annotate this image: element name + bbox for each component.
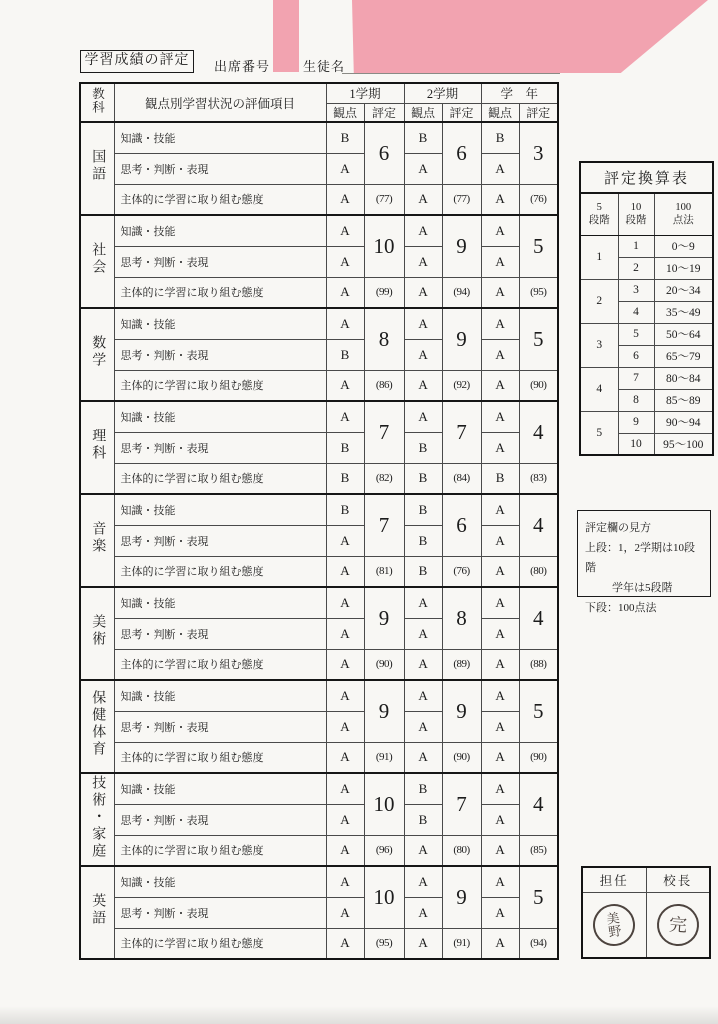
term2-rating-cell: 7 [442, 773, 481, 835]
term1-rating-cell: 10 [364, 773, 404, 835]
term2-mark-cell: A [404, 401, 442, 432]
hundred-range-cell: 35～49 [654, 301, 713, 323]
term1-rating-cell: 9 [364, 587, 404, 649]
criteria-cell: 思考・判断・表現 [114, 897, 326, 928]
criteria-cell: 主体的に学習に取り組む態度 [114, 463, 326, 494]
subject-row-3 [80, 370, 558, 401]
subject-name-cell: 音楽 [80, 494, 114, 587]
criteria-cell: 知識・技能 [114, 866, 326, 897]
legend-line: 上段：1，2学期は10段階 [585, 542, 695, 574]
term1-score-cell: (91) [364, 742, 404, 773]
subject-row-3 [80, 277, 558, 308]
subject-row-2 [80, 711, 558, 742]
ten-scale-cell: 2 [618, 257, 654, 279]
criteria-cell: 主体的に学習に取り組む態度 [114, 928, 326, 959]
principal-label: 校長 [646, 867, 710, 892]
term1-score-cell: (99) [364, 277, 404, 308]
criteria-cell: 知識・技能 [114, 494, 326, 525]
term2-mark-cell: A [404, 618, 442, 649]
term1-mark-cell: A [326, 773, 364, 804]
subject-row-2 [80, 432, 558, 463]
year-mark-cell: A [481, 525, 519, 556]
ten-scale-cell: 5 [618, 323, 654, 345]
criteria-cell: 知識・技能 [114, 401, 326, 432]
term2-mark-cell: B [404, 122, 442, 153]
year-score-cell: (83) [519, 463, 558, 494]
term2-mark-cell: A [404, 339, 442, 370]
criteria-cell: 主体的に学習に取り組む態度 [114, 277, 326, 308]
subject-row-1 [80, 122, 558, 153]
term2-mark-cell: A [404, 680, 442, 711]
term1-rating-cell: 9 [364, 680, 404, 742]
year-mark-cell: A [481, 215, 519, 246]
year-score-cell: (94) [519, 928, 558, 959]
term1-mark-cell: A [326, 556, 364, 587]
conversion-row [580, 323, 713, 345]
term1-mark-cell: A [326, 246, 364, 277]
subject-row-2 [80, 525, 558, 556]
criteria-cell: 知識・技能 [114, 215, 326, 246]
year-mark-cell: A [481, 928, 519, 959]
principal-seal: 完 [655, 902, 700, 947]
year-mark-cell: A [481, 835, 519, 866]
term1-rating-cell: 6 [364, 122, 404, 184]
subject-row-2 [80, 246, 558, 277]
year-mark-cell: B [481, 463, 519, 494]
criteria-cell: 知識・技能 [114, 308, 326, 339]
subject-row-1 [80, 773, 558, 804]
year-score-cell: (85) [519, 835, 558, 866]
term1-score-cell: (86) [364, 370, 404, 401]
term2-mark-cell: A [404, 835, 442, 866]
homeroom-teacher-seal: 美 野 [591, 901, 638, 948]
year-score-cell: (90) [519, 370, 558, 401]
year-score-cell: (95) [519, 277, 558, 308]
criteria-cell: 思考・判断・表現 [114, 711, 326, 742]
year-rating-cell: 4 [519, 494, 558, 556]
term2-rating-cell: 7 [442, 401, 481, 463]
criteria-cell: 思考・判断・表現 [114, 804, 326, 835]
year-mark-cell: A [481, 866, 519, 897]
subject-row-2 [80, 804, 558, 835]
term2-mark-cell: B [404, 773, 442, 804]
term1-mark-cell: B [326, 339, 364, 370]
year-mark-cell: A [481, 432, 519, 463]
term1-mark-cell: A [326, 742, 364, 773]
ten-scale-cell: 7 [618, 367, 654, 389]
year-mark-cell: A [481, 401, 519, 432]
hundred-range-cell: 85～89 [654, 389, 713, 411]
term2-rating-cell: 9 [442, 215, 481, 277]
term2-mark-cell: A [404, 277, 442, 308]
term2-score-cell: (84) [442, 463, 481, 494]
subject-row-3 [80, 928, 558, 959]
term1-header: 1学期 [326, 83, 404, 103]
term2-rating-cell: 9 [442, 308, 481, 370]
conversion-table-body [580, 235, 713, 455]
attendance-number-label: 出席番号 [214, 59, 271, 74]
viewpoint-header: 観点 [481, 103, 519, 122]
ten-scale-cell: 3 [618, 279, 654, 301]
principal-seal-cell [646, 892, 710, 958]
ten-scale-cell: 8 [618, 389, 654, 411]
criteria-column-header: 観点別学習状況の評価項目 [114, 83, 326, 122]
term2-mark-cell: A [404, 742, 442, 773]
subject-column-header: 教科 [80, 83, 114, 122]
year-mark-cell: A [481, 649, 519, 680]
hundred-scale-header: 100 点法 [654, 193, 713, 235]
hundred-range-cell: 50～64 [654, 323, 713, 345]
year-mark-cell: A [481, 680, 519, 711]
subject-row-3 [80, 835, 558, 866]
term2-mark-cell: B [404, 556, 442, 587]
year-rating-cell: 5 [519, 308, 558, 370]
subject-row-1 [80, 494, 558, 525]
term1-mark-cell: A [326, 308, 364, 339]
term1-mark-cell: A [326, 866, 364, 897]
term1-rating-cell: 7 [364, 401, 404, 463]
subject-name-cell: 数学 [80, 308, 114, 401]
term1-mark-cell: A [326, 618, 364, 649]
student-name-redaction [352, 0, 708, 73]
term2-mark-cell: A [404, 649, 442, 680]
criteria-cell: 知識・技能 [114, 587, 326, 618]
term1-mark-cell: A [326, 680, 364, 711]
page-title: 学習成績の評定 [80, 50, 194, 73]
term2-mark-cell: A [404, 866, 442, 897]
criteria-cell: 主体的に学習に取り組む態度 [114, 370, 326, 401]
term2-rating-cell: 6 [442, 122, 481, 184]
year-rating-cell: 5 [519, 680, 558, 742]
subject-name-cell: 国語 [80, 122, 114, 215]
term1-rating-cell: 10 [364, 215, 404, 277]
term2-mark-cell: A [404, 153, 442, 184]
term2-score-cell: (90) [442, 742, 481, 773]
year-mark-cell: B [481, 122, 519, 153]
term1-mark-cell: A [326, 153, 364, 184]
grades-table-header [80, 83, 558, 122]
term1-score-cell: (81) [364, 556, 404, 587]
term1-score-cell: (77) [364, 184, 404, 215]
criteria-cell: 思考・判断・表現 [114, 339, 326, 370]
year-rating-cell: 4 [519, 401, 558, 463]
term2-header: 2学期 [404, 83, 481, 103]
term2-mark-cell: B [404, 494, 442, 525]
term2-mark-cell: A [404, 928, 442, 959]
legend-line: 学年は5段階 [612, 582, 673, 594]
hundred-range-cell: 80～84 [654, 367, 713, 389]
attendance-number-redaction [273, 0, 299, 72]
subject-name-cell: 理科 [80, 401, 114, 494]
term2-score-cell: (94) [442, 277, 481, 308]
term2-mark-cell: B [404, 804, 442, 835]
hundred-range-cell: 0～9 [654, 235, 713, 257]
subject-row-1 [80, 680, 558, 711]
term2-score-cell: (76) [442, 556, 481, 587]
student-name-label: 生徒名 [303, 59, 346, 74]
year-score-cell: (76) [519, 184, 558, 215]
criteria-cell: 主体的に学習に取り組む態度 [114, 556, 326, 587]
term1-score-cell: (96) [364, 835, 404, 866]
criteria-cell: 思考・判断・表現 [114, 246, 326, 277]
subject-row-2 [80, 153, 558, 184]
term1-mark-cell: A [326, 401, 364, 432]
criteria-cell: 思考・判断・表現 [114, 618, 326, 649]
year-rating-cell: 5 [519, 215, 558, 277]
year-header: 学 年 [481, 83, 558, 103]
year-mark-cell: A [481, 153, 519, 184]
subject-row-3 [80, 184, 558, 215]
year-rating-cell: 4 [519, 773, 558, 835]
term1-mark-cell: B [326, 122, 364, 153]
year-mark-cell: A [481, 246, 519, 277]
criteria-cell: 知識・技能 [114, 122, 326, 153]
term1-mark-cell: A [326, 649, 364, 680]
year-mark-cell: A [481, 711, 519, 742]
term1-mark-cell: A [326, 277, 364, 308]
legend-box [577, 510, 711, 614]
year-mark-cell: A [481, 897, 519, 928]
rating-header: 評定 [442, 103, 481, 122]
year-mark-cell: A [481, 618, 519, 649]
term2-rating-cell: 6 [442, 494, 481, 556]
term2-mark-cell: A [404, 587, 442, 618]
conversion-table-title: 評定換算表 [580, 162, 713, 193]
homeroom-teacher-label: 担任 [582, 867, 646, 892]
conversion-row [580, 235, 713, 257]
homeroom-seal-cell [582, 892, 646, 958]
subject-name-cell: 社会 [80, 215, 114, 308]
term1-mark-cell: A [326, 835, 364, 866]
criteria-cell: 主体的に学習に取り組む態度 [114, 742, 326, 773]
year-mark-cell: A [481, 184, 519, 215]
conversion-table [579, 161, 714, 456]
year-mark-cell: A [481, 277, 519, 308]
term1-score-cell: (90) [364, 649, 404, 680]
subject-row-3 [80, 556, 558, 587]
term1-mark-cell: A [326, 897, 364, 928]
five-scale-cell: 1 [580, 235, 618, 279]
criteria-cell: 主体的に学習に取り組む態度 [114, 184, 326, 215]
five-scale-cell: 4 [580, 367, 618, 411]
ten-scale-header: 10 段階 [618, 193, 654, 235]
term1-mark-cell: A [326, 711, 364, 742]
grades-table [79, 82, 559, 960]
year-score-cell: (90) [519, 742, 558, 773]
ten-scale-cell: 9 [618, 411, 654, 433]
stamp-box [581, 866, 711, 959]
year-mark-cell: A [481, 773, 519, 804]
five-scale-cell: 5 [580, 411, 618, 455]
five-scale-cell: 2 [580, 279, 618, 323]
subject-row-1 [80, 401, 558, 432]
ten-scale-cell: 4 [618, 301, 654, 323]
term1-mark-cell: A [326, 804, 364, 835]
hundred-range-cell: 10～19 [654, 257, 713, 279]
year-rating-cell: 3 [519, 122, 558, 184]
hundred-range-cell: 95～100 [654, 433, 713, 455]
hundred-range-cell: 65～79 [654, 345, 713, 367]
term1-rating-cell: 8 [364, 308, 404, 370]
term2-rating-cell: 9 [442, 866, 481, 928]
subject-row-3 [80, 463, 558, 494]
criteria-cell: 知識・技能 [114, 773, 326, 804]
term2-rating-cell: 9 [442, 680, 481, 742]
year-mark-cell: A [481, 370, 519, 401]
subject-name-cell: 英語 [80, 866, 114, 959]
criteria-cell: 思考・判断・表現 [114, 525, 326, 556]
term2-mark-cell: A [404, 897, 442, 928]
subject-row-1 [80, 215, 558, 246]
five-scale-cell: 3 [580, 323, 618, 367]
subject-row-1 [80, 587, 558, 618]
year-rating-cell: 4 [519, 587, 558, 649]
viewpoint-header: 観点 [326, 103, 364, 122]
viewpoint-header: 観点 [404, 103, 442, 122]
term1-score-cell: (82) [364, 463, 404, 494]
ten-scale-cell: 6 [618, 345, 654, 367]
subject-row-2 [80, 897, 558, 928]
criteria-cell: 知識・技能 [114, 680, 326, 711]
term2-mark-cell: A [404, 184, 442, 215]
conversion-row [580, 367, 713, 389]
year-score-cell: (88) [519, 649, 558, 680]
term1-mark-cell: A [326, 370, 364, 401]
criteria-cell: 主体的に学習に取り組む態度 [114, 649, 326, 680]
criteria-cell: 主体的に学習に取り組む態度 [114, 835, 326, 866]
term2-score-cell: (91) [442, 928, 481, 959]
year-mark-cell: A [481, 556, 519, 587]
subject-row-3 [80, 649, 558, 680]
five-scale-header: 5 段階 [580, 193, 618, 235]
scan-edge-shadow [0, 1006, 718, 1024]
conversion-row [580, 279, 713, 301]
term1-mark-cell: B [326, 432, 364, 463]
subject-row-3 [80, 742, 558, 773]
term1-score-cell: (95) [364, 928, 404, 959]
subject-row-2 [80, 339, 558, 370]
term1-mark-cell: A [326, 525, 364, 556]
term2-mark-cell: A [404, 308, 442, 339]
term2-mark-cell: A [404, 215, 442, 246]
year-score-cell: (80) [519, 556, 558, 587]
year-mark-cell: A [481, 804, 519, 835]
year-mark-cell: A [481, 339, 519, 370]
term2-mark-cell: A [404, 246, 442, 277]
term2-mark-cell: B [404, 432, 442, 463]
term2-mark-cell: B [404, 463, 442, 494]
term2-mark-cell: B [404, 525, 442, 556]
term1-mark-cell: B [326, 494, 364, 525]
student-name-underline [342, 73, 560, 74]
subject-row-1 [80, 866, 558, 897]
term2-score-cell: (89) [442, 649, 481, 680]
legend-line: 下段：100点法 [585, 602, 657, 614]
term2-mark-cell: A [404, 370, 442, 401]
criteria-cell: 思考・判断・表現 [114, 432, 326, 463]
criteria-cell: 思考・判断・表現 [114, 153, 326, 184]
subject-row-1 [80, 308, 558, 339]
rating-header: 評定 [364, 103, 404, 122]
ten-scale-cell: 10 [618, 433, 654, 455]
year-mark-cell: A [481, 494, 519, 525]
term1-mark-cell: B [326, 463, 364, 494]
term2-rating-cell: 8 [442, 587, 481, 649]
subject-name-cell: 保健体育 [80, 680, 114, 773]
term1-rating-cell: 10 [364, 866, 404, 928]
term1-mark-cell: A [326, 215, 364, 246]
subject-name-cell: 美術 [80, 587, 114, 680]
grades-table-body [80, 122, 558, 959]
term2-score-cell: (77) [442, 184, 481, 215]
subject-name-cell: 技術・家庭 [80, 773, 114, 866]
term1-mark-cell: A [326, 587, 364, 618]
year-mark-cell: A [481, 742, 519, 773]
term1-mark-cell: A [326, 928, 364, 959]
term2-score-cell: (92) [442, 370, 481, 401]
term2-mark-cell: A [404, 711, 442, 742]
term2-score-cell: (80) [442, 835, 481, 866]
conversion-row [580, 411, 713, 433]
year-rating-cell: 5 [519, 866, 558, 928]
hundred-range-cell: 20～34 [654, 279, 713, 301]
rating-header: 評定 [519, 103, 558, 122]
ten-scale-cell: 1 [618, 235, 654, 257]
hundred-range-cell: 90～94 [654, 411, 713, 433]
term1-mark-cell: A [326, 184, 364, 215]
year-mark-cell: A [481, 587, 519, 618]
subject-row-2 [80, 618, 558, 649]
legend-line: 評定欄の見方 [585, 522, 651, 534]
term1-rating-cell: 7 [364, 494, 404, 556]
year-mark-cell: A [481, 308, 519, 339]
